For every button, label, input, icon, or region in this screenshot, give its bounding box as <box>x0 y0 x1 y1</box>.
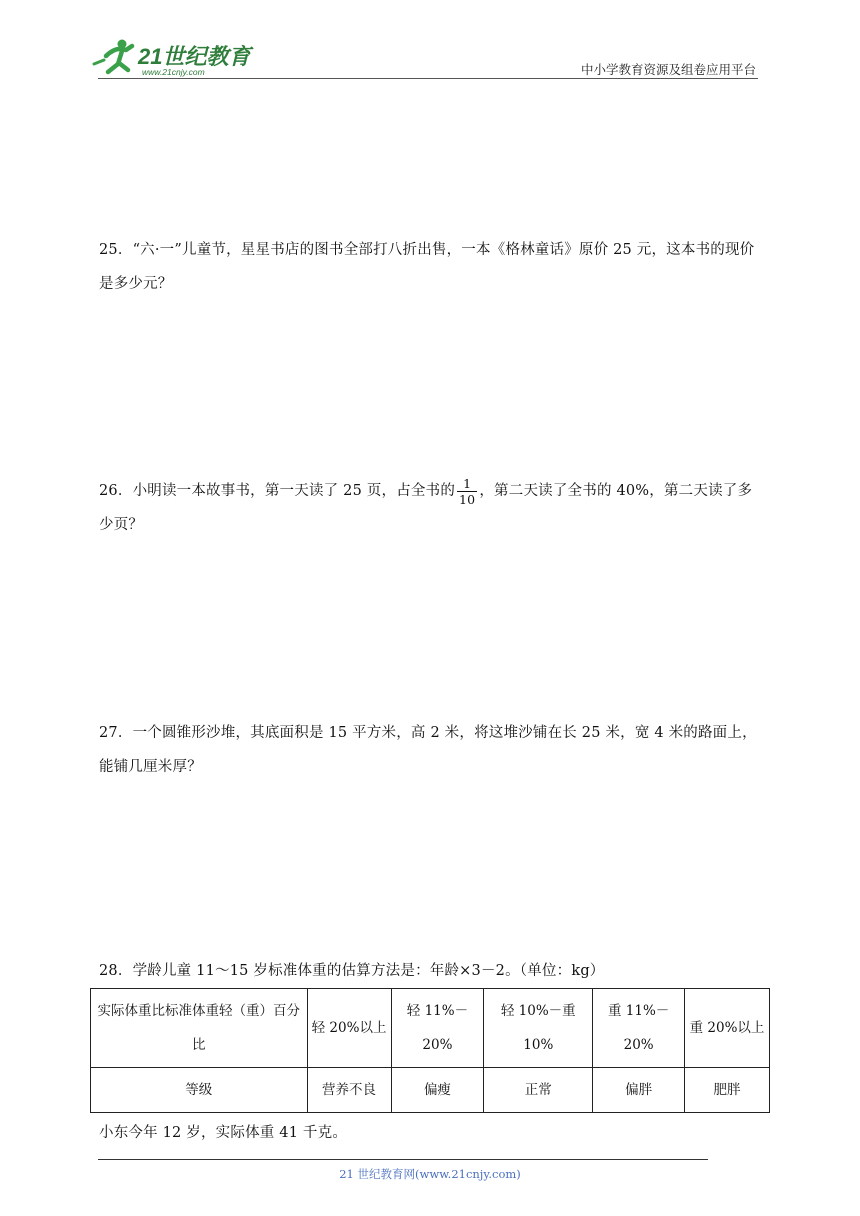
table-cell: 等级 <box>91 1068 308 1113</box>
question-number: 26． <box>99 483 133 499</box>
table-cell: 偏瘦 <box>391 1068 484 1113</box>
fraction-numerator: 1 <box>463 475 472 491</box>
table-cell: 正常 <box>484 1068 593 1113</box>
table-header-cell: 实际体重比标准体重轻（重）百分比 <box>91 989 308 1068</box>
weight-grade-table <box>90 988 770 1113</box>
fraction-denominator: 10 <box>459 491 476 507</box>
question-text: 一个圆锥形沙堆，其底面积是 15 平方米，高 2 米，将这堆沙铺在长 25 米，宽 4 米的路面上，能铺几厘米厚？ <box>99 725 757 775</box>
running-figure-icon <box>94 40 132 73</box>
question-text: “六·一”儿童节，星星书店的图书全部打八折出售，一本《格林童话》原价 25 元，这本书的现价是多少元？ <box>99 242 755 292</box>
question-26 <box>99 474 763 542</box>
table-row <box>91 1068 770 1113</box>
platform-name: 中小学教育资源及组卷应用平台 <box>580 62 756 77</box>
table-row <box>91 989 770 1068</box>
table-cell: 肥胖 <box>685 1068 770 1113</box>
question-text-part2: ，第二天读了全书的 40%，第二天读了多少页？ <box>99 483 753 533</box>
table-header-cell: 轻 20%以上 <box>307 989 391 1068</box>
table-header-cell: 轻 10%－重 10% <box>484 989 593 1068</box>
question-text-part1: 小明读一本故事书，第一天读了 25 页，占全书的 <box>132 483 456 499</box>
question-number: 27． <box>99 725 133 741</box>
question-28 <box>99 954 763 988</box>
table-header-cell: 重 20%以上 <box>685 989 770 1068</box>
question-number: 28． <box>99 963 133 979</box>
site-logo <box>92 34 262 78</box>
question-25 <box>99 233 763 301</box>
fraction <box>457 476 477 507</box>
question-text: 学龄儿童 11～15 岁标准体重的估算方法是：年龄×3－2。（单位：kg） <box>132 963 605 979</box>
footer-divider <box>98 1159 708 1160</box>
question-28-followup: 小东今年 12 岁，实际体重 41 千克。 <box>99 1125 348 1141</box>
table-cell: 偏胖 <box>593 1068 685 1113</box>
logo-graphic <box>92 34 262 78</box>
question-number: 25． <box>99 242 133 258</box>
table-cell: 营养不良 <box>307 1068 391 1113</box>
logo-text: 21世纪教育 <box>138 44 251 69</box>
header-divider <box>98 78 758 79</box>
table-header-cell: 重 11%－20% <box>593 989 685 1068</box>
footer-text: 21 世纪教育网(www.21cnjy.com) <box>339 1167 521 1181</box>
question-27 <box>99 716 763 784</box>
logo-url: www.21cnjy.com <box>142 67 205 77</box>
table-header-cell: 轻 11%－20% <box>391 989 484 1068</box>
